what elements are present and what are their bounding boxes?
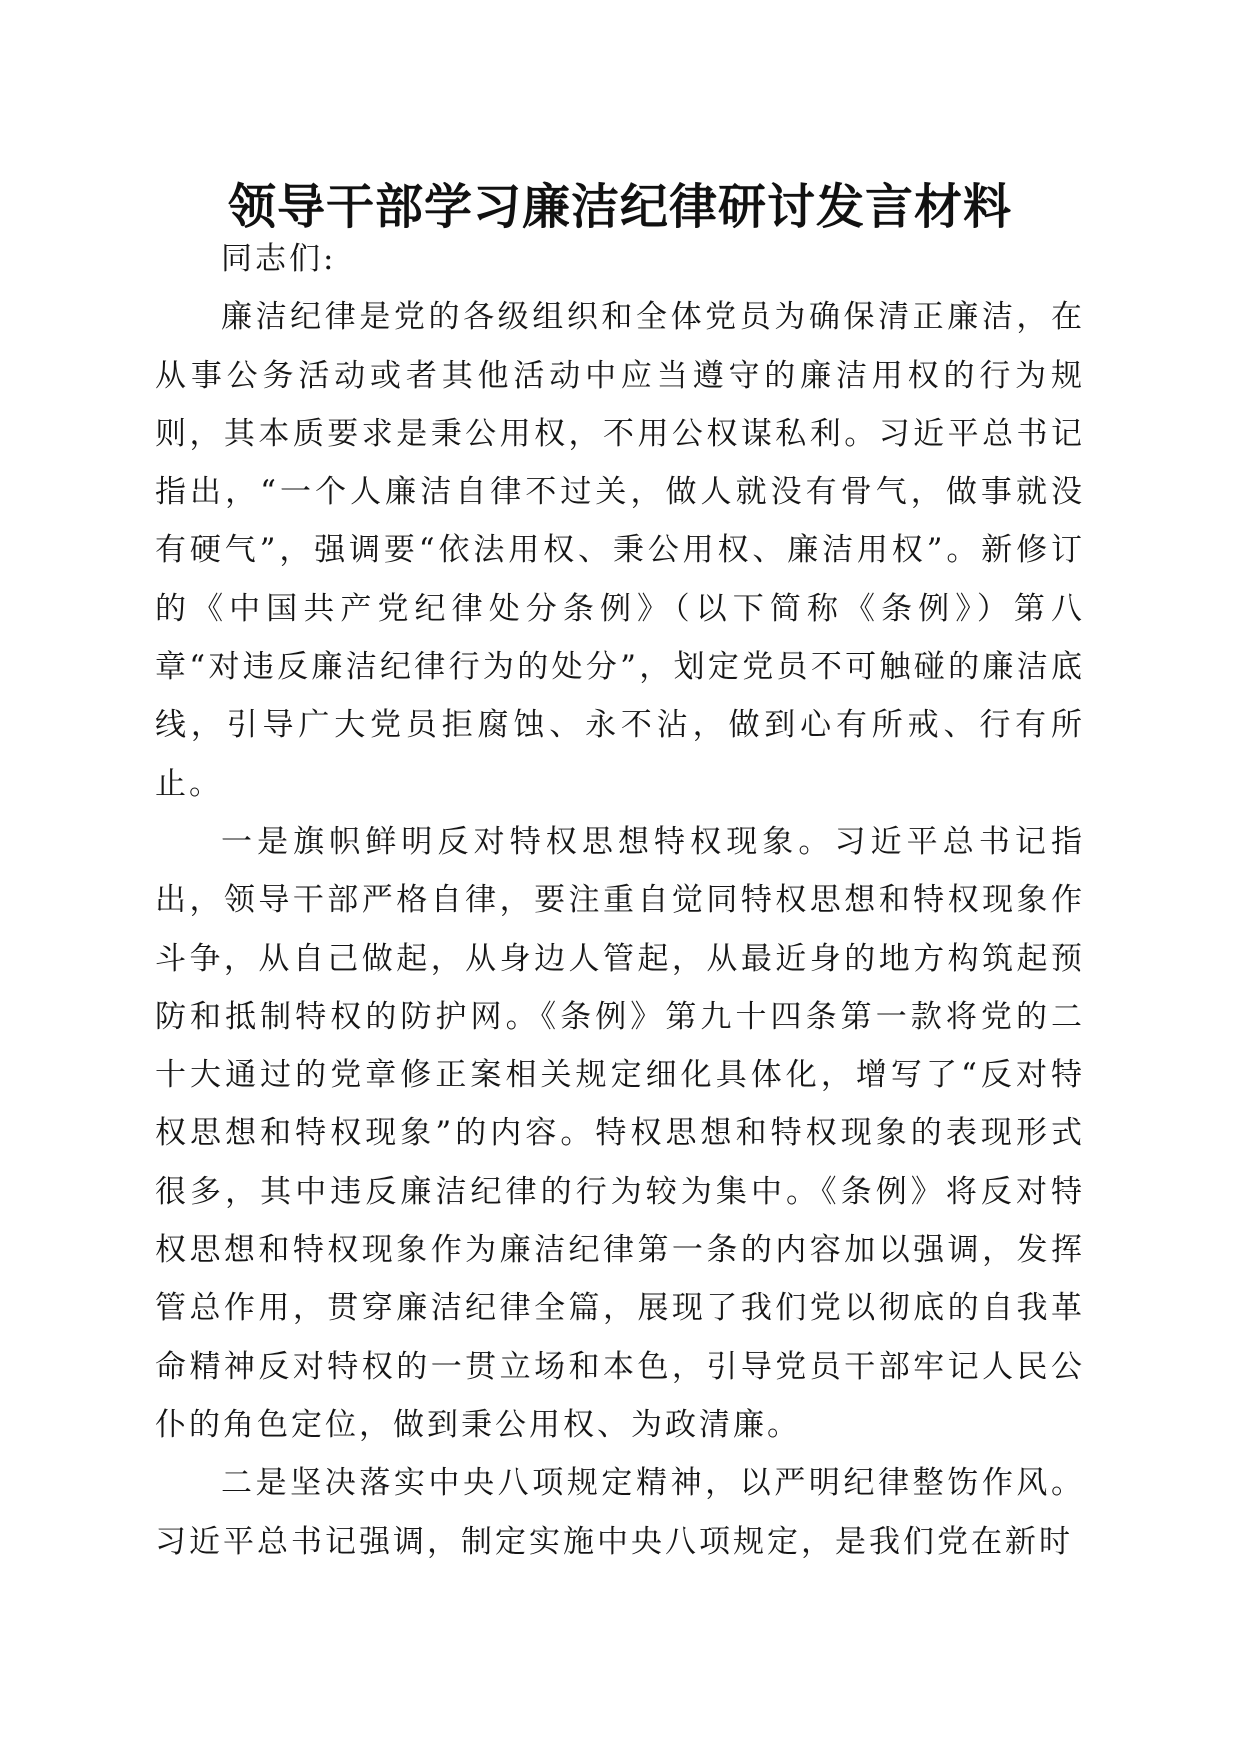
paragraph-point-one: 一是旗帜鲜明反对特权思想特权现象。习近平总书记指出，领导干部严格自律，要注重自觉同特权思想和特权现象作斗争，从自己做起，从身边人管起，从最近身的地方构筑起预防和抵制特权的防护网。《条例》第九十四条第一款将党的二十大通过的党章修正案相关规定细化具体化，增写了“反对特权思想和特权现象”的内容。特权思想和特权现象的表现形式很多，其中违反廉洁纪律的行为较为集中。《条例》将反对特权思想和特权现象作为廉洁纪律第一条的内容加以强调，发挥管总作用，贯穿廉洁纪律全篇，展现了我们党以彻底的自我革命精神反对特权的一贯立场和本色，引导党员干部牢记人民公仆的角色定位，做到秉公用权、为政清廉。: [155, 823, 1085, 1443]
document-title: 领导干部学习廉洁纪律研讨发言材料: [227, 179, 1012, 235]
paragraph-point-two: 二是坚决落实中央八项规定精神，以严明纪律整饬作风。习近平总书记强调，制定实施中央八项规定，是我们党在新时: [155, 1465, 1085, 1560]
document-body: [155, 230, 1085, 1571]
paragraph-intro: 廉洁纪律是党的各级组织和全体党员为确保清正廉洁，在从事公务活动或者其他活动中应当遵守的廉洁用权的行为规则，其本质要求是秉公用权，不用公权谋私利。习近平总书记指出，“一个人廉洁自律不过关，做人就没有骨气，做事就没有硬气”，强调要“依法用权、秉公用权、廉洁用权”。新修订的《中国共产党纪律处分条例》（以下简称《条例》）第八章“对违反廉洁纪律行为的处分”，划定党员不可触碰的廉洁底线，引导广大党员拒腐蚀、永不沾，做到心有所戒、行有所止。: [155, 299, 1085, 802]
salutation: 同志们:: [221, 241, 337, 277]
